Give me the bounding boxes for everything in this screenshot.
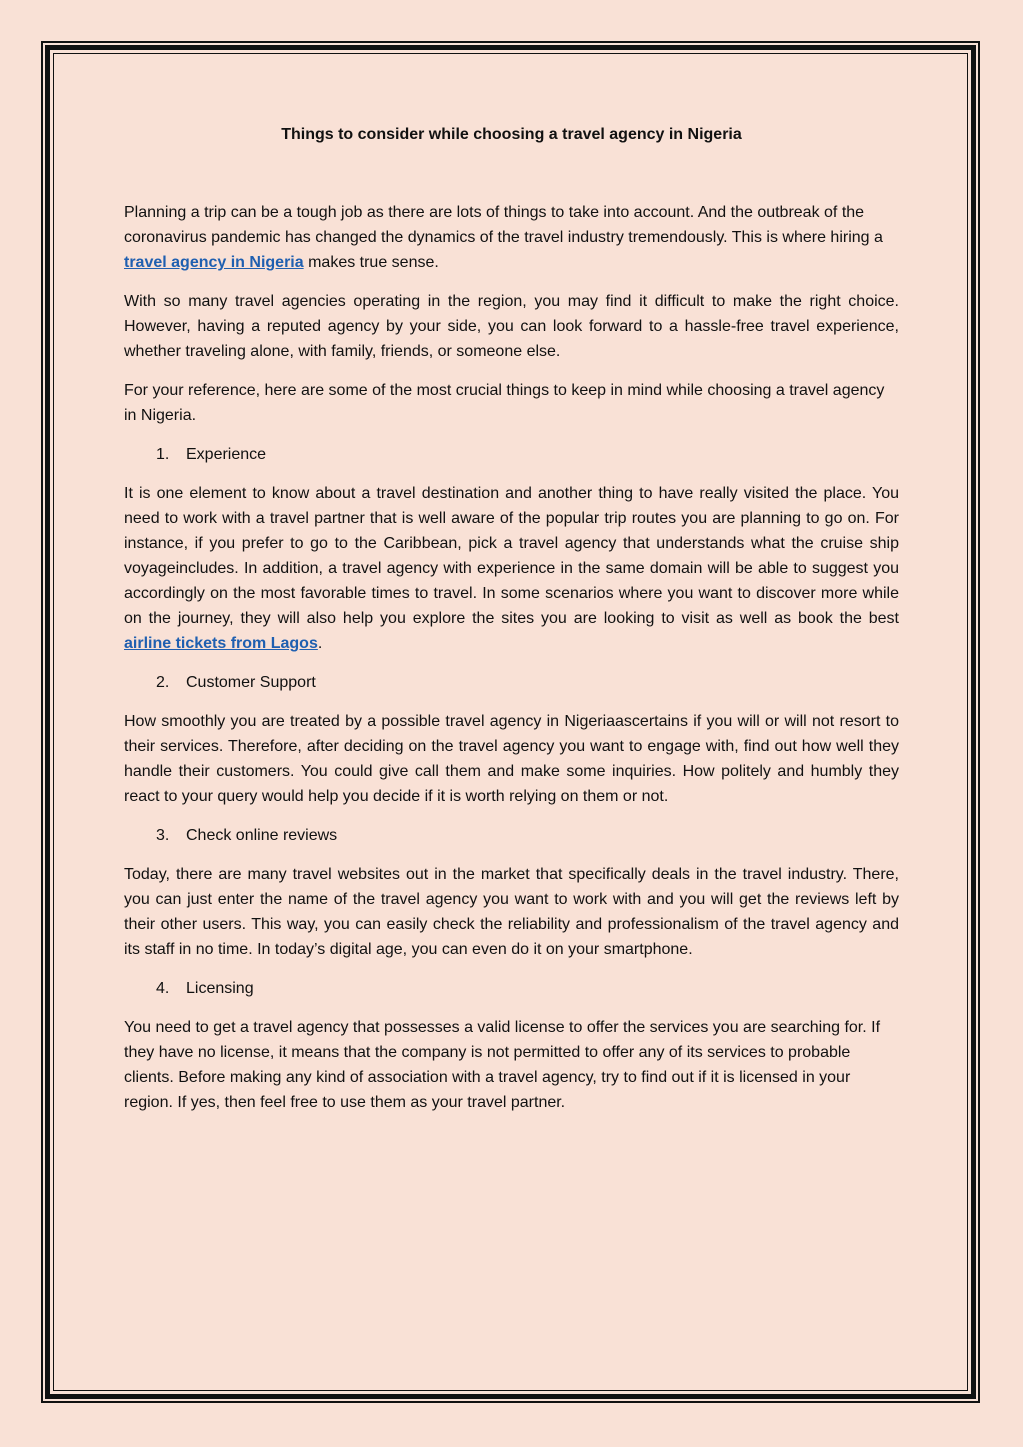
section-text-before-link: It is one element to know about a travel destination and another thing to have really visited the place. You need to work with a travel partner that is well aware of the popular trip routes you are planning to go on. For instance, if you prefer to go to the Caribbean, pick a travel agency that understands what the cruise ship voyageincludes. In addition, a travel agency with experience in the same domain will be able to suggest you accordingly on the most favorable times to travel. In some scenarios where you want to discover more while on the journey, they will also help you explore the sites you are looking to visit as well as book the best xyxy=(124,485,899,627)
section-number: 1. xyxy=(156,446,170,463)
section-heading-customer-support xyxy=(124,670,899,695)
section-heading-online-reviews xyxy=(124,823,899,848)
section-number: 4. xyxy=(156,980,170,997)
intro-paragraph-1 xyxy=(124,200,899,275)
section-number: 3. xyxy=(156,827,170,844)
section-body-online-reviews: Today, there are many travel websites out in the market that specifically deals in the travel industry. There, you can just enter the name of the travel agency you want to work with and you will get the reviews left by their other users. This way, you can easily check the reliability and professionalism of the travel agency and its staff in no time. In today’s digital age, you can even do it on your smartphone. xyxy=(124,866,899,958)
travel-agency-link[interactable]: travel agency in Nigeria xyxy=(124,254,304,271)
section-heading-licensing xyxy=(124,976,899,1001)
intro-text-after-link: makes true sense. xyxy=(303,254,439,271)
intro-text-before-link: Planning a trip can be a tough job as there are lots of things to take into account. And the outbreak of the coronavirus pandemic has changed the dynamics of the travel industry tremendously. This is where hiring a xyxy=(124,204,883,246)
section-text-after-link: . xyxy=(317,635,323,652)
intro-paragraph-3: For your reference, here are some of the most crucial things to keep in mind while choosing a travel agency in Nigeria. xyxy=(124,382,885,424)
document-title: Things to consider while choosing a travel agency in Nigeria xyxy=(281,126,742,143)
airline-tickets-link[interactable]: airline tickets from Lagos xyxy=(124,635,318,652)
section-body-customer-support: How smoothly you are treated by a possible travel agency in Nigeriaascertains if you will or will not resort to their services. Therefore, after deciding on the travel agency you want to engage with, find out how well they handle their customers. You could give call them and make some inquiries. How politely and humbly they react to your query would help you decide if it is worth relying on them or not. xyxy=(124,713,899,805)
section-title: Experience xyxy=(186,446,267,463)
intro-paragraph-2: With so many travel agencies operating in the region, you may find it difficult to make the right choice. However, having a reputed agency by your side, you can look forward to a hassle-free travel experience, whether traveling alone, with family, friends, or someone else. xyxy=(124,293,899,360)
section-body-experience xyxy=(124,481,899,656)
section-title: Licensing xyxy=(186,980,254,997)
section-body-licensing: You need to get a travel agency that possesses a valid license to offer the services you are searching for. If they have no license, it means that the company is not permitted to offer any of its services to probable clients. Before making any kind of association with a travel agency, try to find out if it is licensed in your region. If yes, then feel free to use them as your travel partner. xyxy=(124,1019,881,1111)
document-body xyxy=(124,124,899,1129)
section-title: Customer Support xyxy=(186,674,316,691)
section-number: 2. xyxy=(156,674,170,691)
section-title: Check online reviews xyxy=(186,827,338,844)
section-heading-experience xyxy=(124,442,899,467)
